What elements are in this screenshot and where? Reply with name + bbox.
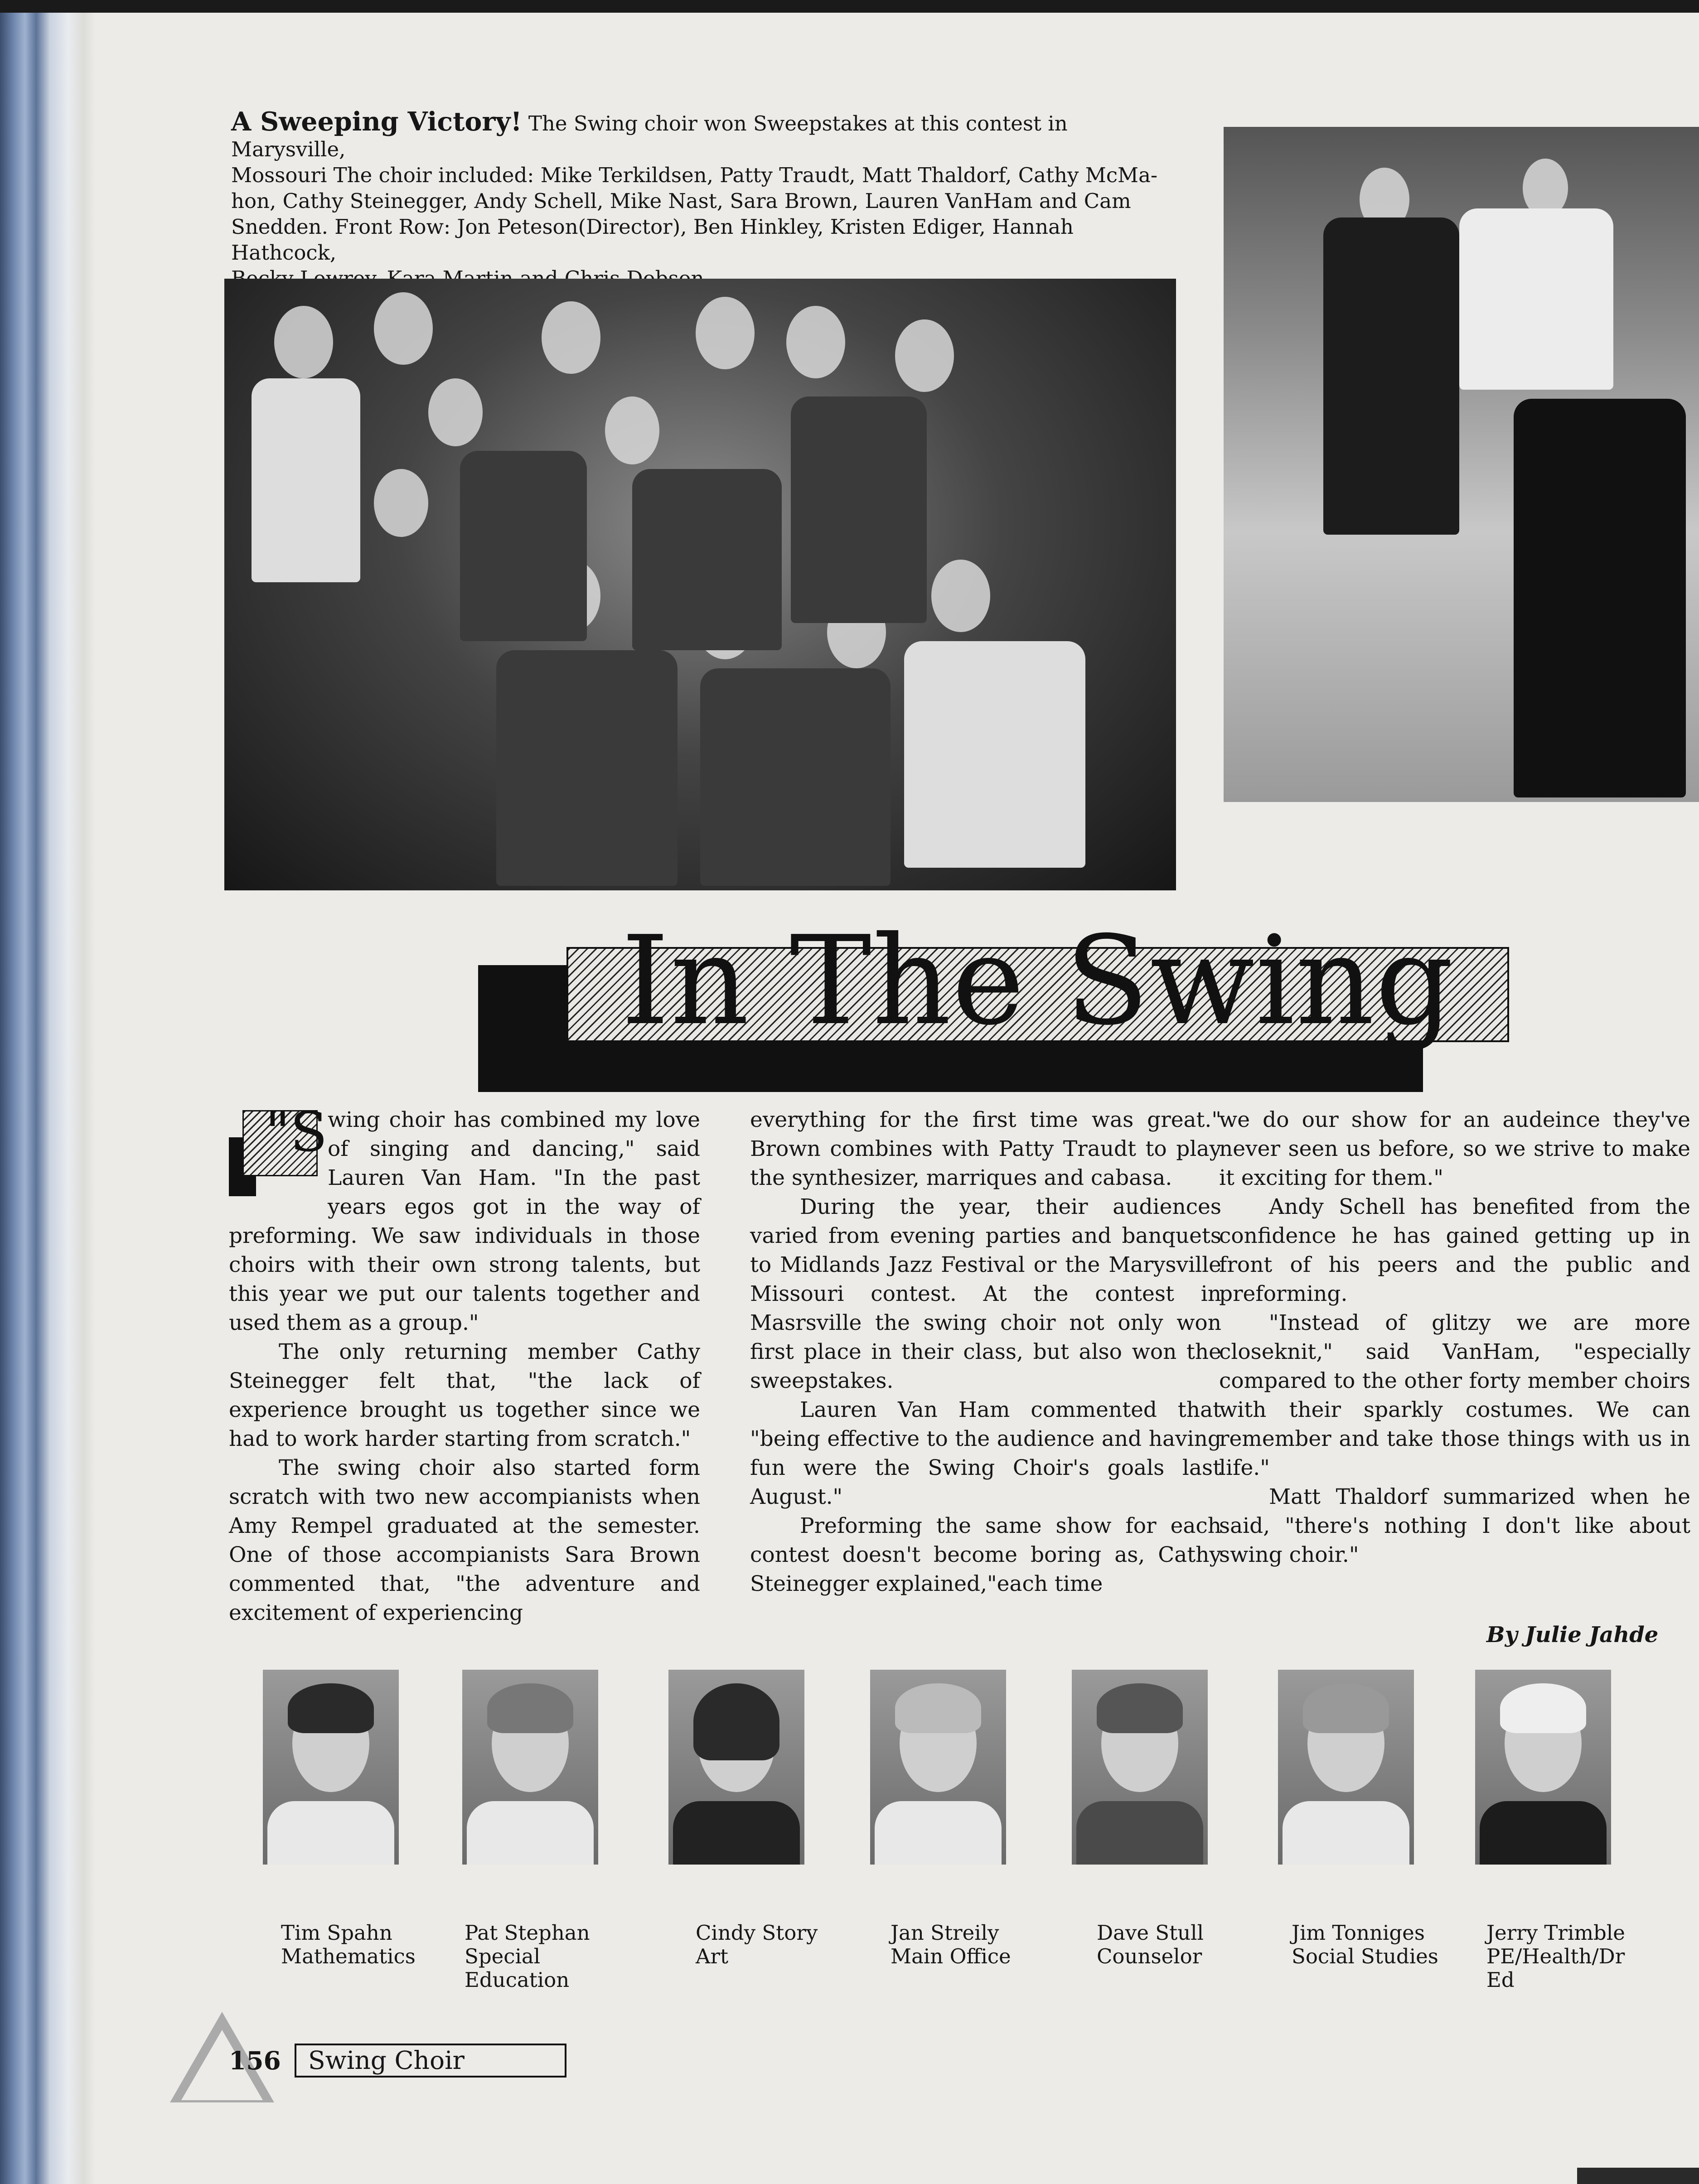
faculty-portrait [1072,1670,1208,1865]
faculty-role: Special Education [465,1944,570,1992]
faculty-portrait [1475,1670,1611,1865]
faculty-caption [281,1921,444,1968]
paragraph: Preforming the same show for each contest doesn't become boring as, Cathy Steinegger explained,"each time [750,1513,1221,1596]
faculty-caption [891,1921,1054,1968]
dropcap [229,1101,328,1196]
article-column-2 [750,1106,1221,1599]
article-column-1 [229,1101,700,1628]
caption-line: hon, Cathy Steinegger, Andy Schell, Mike Nast, Sara Brown, Lauren VanHam and Cam [231,189,1131,213]
paragraph: The only returning member Cathy Steinegger felt that, "the lack of experience brought us together since we had to work harder starting from scratch." [229,1339,700,1451]
faculty-caption [465,1921,628,1992]
faculty-role: Counselor [1097,1944,1202,1968]
caption-title: A Sweeping Victory! [231,106,522,137]
paragraph: we do our show for an audeince they've never seen us before, so we strive to make it exciting for them." [1219,1107,1690,1190]
bottom-edge [1577,2168,1699,2184]
faculty-name: Jerry Trimble [1486,1921,1625,1945]
faculty-name: Jan Streily [891,1921,999,1945]
faculty-name: Tim Spahn [281,1921,392,1945]
caption-line: Snedden. Front Row: Jon Peteson(Director), Ben Hinkley, Kristen Ediger, Hannah Hathcock, [231,215,1074,265]
dance-photo [1224,127,1699,802]
faculty-role: PE/Health/Dr Ed [1486,1944,1625,1992]
paragraph: Lauren Van Ham commented that "being effective to the audience and having fun were the Swing Choir's goals last August." [750,1397,1221,1509]
section-label: Swing Choir [308,2046,465,2075]
top-edge [0,0,1699,13]
faculty-caption [696,1921,859,1968]
faculty-portrait [870,1670,1006,1865]
faculty-role: Social Studies [1292,1944,1438,1968]
faculty-caption [1097,1921,1260,1968]
faculty-name: Dave Stull [1097,1921,1204,1945]
faculty-role: Main Office [891,1944,1011,1968]
faculty-portrait [1278,1670,1414,1865]
paragraph: Andy Schell has benefited from the confidence he has gained getting up in front of his peers and the public and preforming. [1219,1194,1690,1306]
faculty-role: Mathematics [281,1944,416,1968]
paragraph: The swing choir also started form scratch with two new accompianists when Amy Rempel graduated at the semester. One of those accompianists Sara Brown commented that, "the adventure and excitement of experiencing [229,1455,700,1625]
faculty-caption [1292,1921,1455,1968]
photo-caption [231,106,1174,291]
byline: By Julie Jahde [1486,1622,1659,1648]
paragraph: Matt Thaldorf summarized when he said, "there's nothing I don't like about swing choir." [1219,1484,1690,1567]
paragraph: During the year, their audiences varied from evening parties and banquets to Midlands Jazz Festival or the Marysville Missouri contest. At the contest in Masrsville the swing choir not only won first place in their class, but also won the sweepstakes. [750,1194,1221,1393]
page-number: 156 [229,2046,281,2075]
group-photo [224,279,1176,890]
faculty-role: Art [696,1944,729,1968]
faculty-portrait [462,1670,598,1865]
faculty-name: Jim Tonniges [1292,1921,1425,1945]
faculty-name: Pat Stephan [465,1921,590,1945]
faculty-portrait [263,1670,399,1865]
book-binding [0,0,95,2184]
paragraph: everything for the first time was great." Brown combines with Patty Traudt to play the synthesizer, marriques and cabasa. [750,1107,1221,1190]
headline: In The Swing [621,909,1455,1052]
faculty-name: Cindy Story [696,1921,818,1945]
caption-line: The Swing choir won Sweepstakes at this contest in Marysville, [231,111,1068,161]
faculty-portrait [668,1670,804,1865]
faculty-caption [1486,1921,1650,1992]
paragraph: wing choir has combined my love of singing and dancing," said Lauren Van Ham. "In the past years egos got in the way of preforming. We saw individuals in those choirs with their own strong talents, but this year we put our talents together and used them as a group." [229,1107,700,1335]
dropcap-letter: "S [265,1101,328,1164]
caption-line: Mossouri The choir included: Mike Terkildsen, Patty Traudt, Matt Thaldorf, Cathy McMa- [231,163,1158,187]
article-column-3 [1219,1106,1690,1570]
paragraph: "Instead of glitzy we are more closeknit," said VanHam, "especially compared to the other forty member choirs with their sparkly costumes. We can remember and take those things with us in life." [1219,1310,1690,1480]
